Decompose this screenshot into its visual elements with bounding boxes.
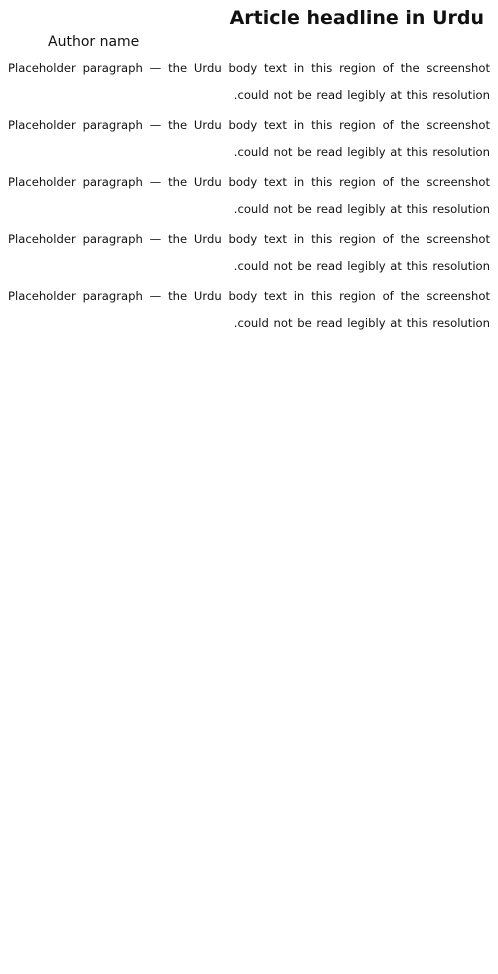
- article-paragraph-4: Placeholder paragraph — the Urdu body text in this region of the screenshot could not be read legibly at this resolution.: [8, 231, 490, 273]
- article-body: [8, 55, 490, 955]
- article-paragraph-3: Placeholder paragraph — the Urdu body text in this region of the screenshot could not be read legibly at this resolution.: [8, 174, 490, 216]
- article-paragraph-5: Placeholder paragraph — the Urdu body text in this region of the screenshot could not be read legibly at this resolution.: [8, 288, 490, 330]
- article-title: Article headline in Urdu: [229, 7, 484, 29]
- article-byline: Author name: [48, 33, 140, 50]
- article-paragraph-1: Placeholder paragraph — the Urdu body text in this region of the screenshot could not be read legibly at this resolution.: [8, 60, 490, 102]
- article-paragraph-2: Placeholder paragraph — the Urdu body text in this region of the screenshot could not be read legibly at this resolution.: [8, 117, 490, 159]
